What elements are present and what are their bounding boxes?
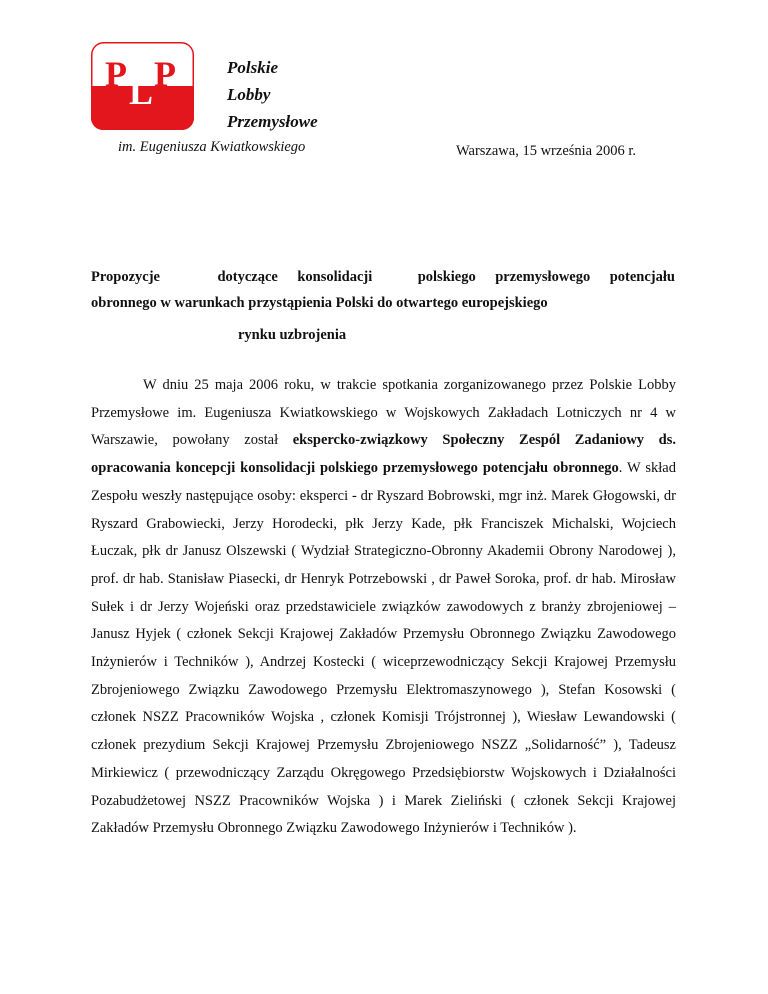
organization-patron: im. Eugeniusza Kwiatkowskiego bbox=[118, 139, 306, 155]
title-word: konsolidacji bbox=[297, 269, 373, 285]
title-line2: obronnego w warunkach przystąpienia Polski do otwartego europejskiego bbox=[91, 295, 548, 311]
place-date: Warszawa, 15 września 2006 r. bbox=[456, 143, 637, 159]
organization-name-line3: Przemysłowe bbox=[227, 112, 318, 131]
title-word: Propozycje bbox=[91, 269, 160, 285]
paragraph-text-start: W dniu 25 maja 2006 roku, w trakcie spotkania zorganizowanego przez Polskie Lobby Przemysłowe im. Eugeniusza Kwiatkowskiego w Wojskowych Zakładach Lotniczych nr 4 w Warszawie, powołany został bbox=[91, 377, 676, 449]
title-word: dotyczące bbox=[217, 269, 278, 285]
logo-letter-p-left: P bbox=[105, 54, 127, 94]
title-line3: rynku uzbrojenia bbox=[238, 327, 347, 343]
logo-letter-p-right: P bbox=[154, 54, 176, 94]
plp-logo bbox=[91, 42, 194, 130]
organization-name bbox=[227, 54, 318, 135]
organization-name-line2: Lobby bbox=[227, 85, 271, 104]
organization-name-line1: Polskie bbox=[227, 58, 278, 77]
paragraph-text-end: . W skład Zespołu weszły następujące osoby: eksperci - dr Ryszard Bobrowski, mgr inż. Marek Głogowski, dr Ryszard Grabowiecki, Jerzy Horodecki, płk Jerzy Kade, płk Franciszek Michalski, Wojciech Łuczak, płk dr Janusz Olszewski ( Wydział Strategiczno-Obronny Akademii Obrony Narodowej ), prof. dr hab. Stanisław Piasecki, dr Henryk Potrzebowski , dr Paweł Soroka, prof. dr hab. Mirosław Sułek i dr Jerzy Wojeński oraz przedstawiciele związków zawodowych z branży zbrojeniowej – Janusz Hyjek ( członek Sekcji Krajowej Zakładów Przemysłu Obronnego Związku Zawodowego Inżynierów i Techników ), Andrzej Kostecki ( wiceprzewodniczący Sekcji Krajowej Przemysłu Zbrojeniowego Związku Zawodowego Przemysłu Elektromaszynowego ), Stefan Kosowski ( członek NSZZ Pracowników Wojska , członek Komisji Trójstronnej ), Wiesław Lewandowski ( członek prezydium Sekcji Krajowej Przemysłu Zbrojeniowego NSZZ „Solidarność” ), Tadeusz Mirkiewicz ( przewodniczący Zarządu Okręgowego Przedsiębiorstw Wojskowych i Działalności Pozabudżetowej NSZZ Pracowników Wojska ) i Marek Zieliński ( członek Sekcji Krajowej Zakładów Przemysłu Obronnego Związku Zawodowego Inżynierów i Techników ). bbox=[91, 460, 676, 837]
plp-logo-graphic bbox=[91, 42, 194, 130]
title-line1 bbox=[91, 264, 675, 290]
title-word: potencjału bbox=[609, 269, 675, 285]
document-title bbox=[91, 264, 675, 348]
logo-letter-l: L bbox=[129, 72, 154, 112]
paragraph-bold-text: ekspercko-związkowy Społeczny Zespól Zadaniowy ds. opracowania koncepcji konsolidacji polskiego przemysłowego potencjału obronnego bbox=[91, 432, 677, 477]
title-word: przemysłowego bbox=[495, 269, 591, 285]
title-word: polskiego bbox=[417, 269, 476, 285]
body-paragraph bbox=[91, 372, 676, 843]
